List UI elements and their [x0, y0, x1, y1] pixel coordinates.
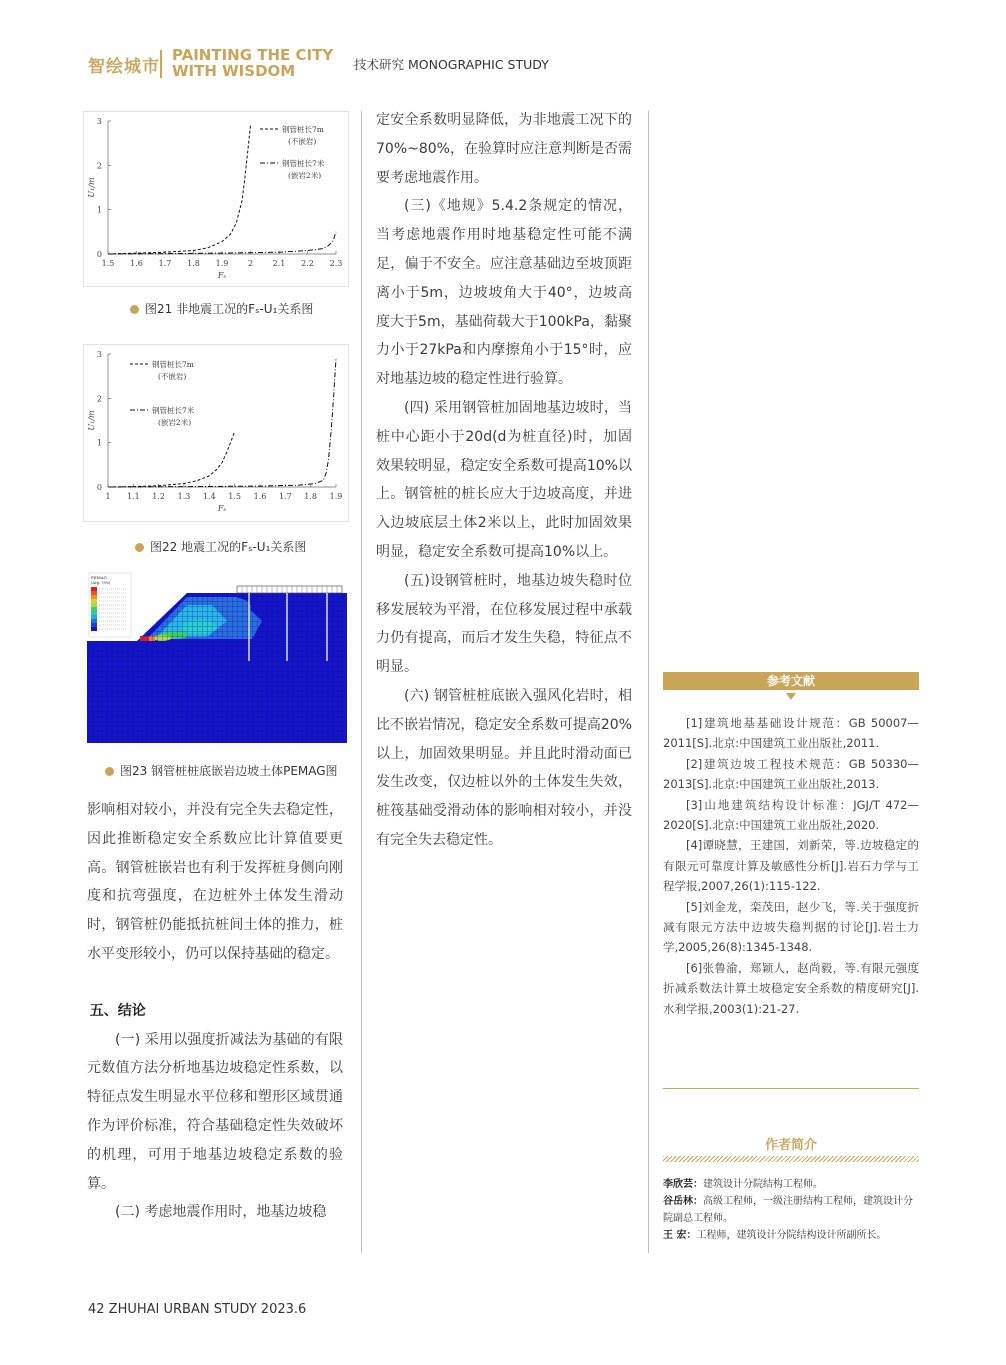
figure-23-pemag [87, 571, 347, 743]
references-list [663, 713, 919, 1019]
reference-item: [3]山地建筑结构设计标准：JGJ/T 472—2020[S].北京:中国建筑工业出版社,2020. [663, 797, 919, 833]
column-divider [648, 111, 649, 1253]
x-tick-label: 1.6 [253, 492, 267, 501]
paragraph: (四) 采用钢管桩加固地基边坡时，当桩中心距小于20d(d为桩直径)时，加固效果较明显，稳定安全系数可提高10%以上。钢管桩的桩长应大于边坡高度，并进入边坡底层土体2米以上，此时加固效果明显，稳定安全系数可提高10%以上。 [376, 399, 632, 560]
figure-22-caption [135, 538, 306, 555]
page-footer: 42 ZHUHAI URBAN STUDY 2023.6 [88, 1302, 307, 1317]
x-tick-label: 1.1 [126, 492, 140, 501]
author-desc: 工程师，建筑设计分院结构设计所副所长。 [696, 1230, 887, 1241]
author-name: 王 宏： [663, 1230, 697, 1241]
reference-item: [4]谭晓慧，王建国，刘新荣，等.边坡稳定的有限元可靠度计算及敏感性分析[J].岩石力学与工程学报,2007,26(1):115-122. [663, 838, 919, 894]
bullet-icon [135, 543, 144, 552]
x-tick-label: 2.2 [301, 259, 314, 268]
x-axis-label: Fₛ [217, 271, 227, 280]
y-tick-label: 1 [96, 205, 102, 215]
figure-21-chart [83, 111, 349, 287]
paragraph: 定安全系数明显降低，为非地震工况下的70%~80%，在验算时应注意判断是否需要考虑地震作用。 [376, 112, 632, 186]
paragraph: 影响相对较小，并没有完全失去稳定性，因此推断稳定安全系数应比计算值要更高。钢管桩嵌岩也有利于发挥桩身侧向刚度和抗弯强度，在边桩外土体发生滑动时，钢管桩仍能抵抗桩间土体的推力，桩水平变形较小，仍可以保持基础的稳定。 [87, 802, 343, 962]
legend-label-sub: (不嵌岩) [158, 372, 187, 381]
x-tick-label: 1.9 [215, 259, 229, 268]
y-tick-label: 2 [96, 394, 102, 404]
paragraph: (六) 钢管桩桩底嵌入强风化岩时，相比不嵌岩情况，稳定安全系数可提高20%以上，加固效果明显。并且此时滑动面已发生改变，仅边桩以外的土体发生失效，桩筏基础受滑动体的影响相对较小，并没有完全失去稳定性。 [376, 687, 632, 848]
reference-item: [6]张鲁渝，郑颖人，赵尚毅，等.有限元强度折减系数法计算土坡稳定安全系数的精度研究[J].水利学报,2003(1):21-27. [663, 960, 919, 1016]
author-name: 李欣芸： [663, 1179, 703, 1190]
caption-text: 图22 地震工况的Fₛ-U₁关系图 [150, 540, 307, 554]
x-tick-label: 1.2 [152, 492, 166, 501]
y-tick-label: 0 [96, 250, 102, 259]
x-tick-label: 1.5 [228, 492, 242, 501]
legend-label: 钢管桩长7米 [282, 159, 325, 168]
caption-text: 图21 非地震工况的Fₛ-U₁关系图 [145, 302, 314, 316]
bullet-icon [105, 767, 114, 776]
paragraph: (三)《地规》5.4.2条规定的情况，当考虑地震作用时地基稳定性可能不满足，偏于不安全。应注意基础边至坡顶距离小于5m，边坡坡角大于40°，边坡高度大于5m，基础荷载大于100kPa，黏聚力小于27kPa和内摩擦角小于15°时，应对地基边坡的稳定性进行验算。 [376, 198, 632, 388]
legend-label: 钢管桩长7米 [152, 406, 195, 415]
chart-22-svg [84, 345, 348, 521]
figure-23-caption [105, 762, 338, 779]
section-heading: 五、结论 [89, 1002, 146, 1019]
x-tick-label: 2 [247, 259, 254, 268]
paragraph: (一) 采用以强度折减法为基础的有限元数值方法分析地基边坡稳定性系数，以特征点发生明显水平位移和塑形区域贯通作为评价标准，符合基础稳定性失效破坏的机理，可用于地基边坡稳定系数的验算。 [87, 1031, 343, 1192]
caption-text: 图23 钢管桩桩底嵌岩边坡土体PEMAG图 [120, 764, 338, 778]
logo-divider [160, 50, 162, 78]
legend-label: 钢管桩长7m [152, 360, 194, 369]
legend-label: 钢管桩长7m [282, 125, 324, 134]
figure-21-caption [130, 300, 313, 317]
arrow-down-icon [786, 693, 796, 700]
author-entry [663, 1227, 919, 1244]
paragraph: (五)设钢管桩时，地基边坡失稳时位移发展较为平滑，在位移发展过程中承载力仍有提高，而后才发生失稳，特征点不明显。 [376, 572, 632, 676]
x-tick-label: 1.8 [187, 259, 200, 268]
x-tick-label: 1.8 [304, 492, 318, 501]
series-line-1 [108, 125, 251, 254]
x-tick-label: 1.7 [278, 492, 292, 501]
references-bottom-rule [663, 1088, 919, 1089]
x-axis-label: Fₛ [217, 504, 227, 513]
x-tick-label: 1.7 [158, 259, 172, 268]
logo-english-line1: PAINTING THE CITY [172, 46, 334, 64]
y-tick-label: 1 [96, 438, 102, 448]
x-tick-label: 1.9 [329, 492, 343, 501]
author-entry [663, 1193, 919, 1227]
pemag-title: PEMAG [91, 575, 107, 580]
author-name: 谷岳林： [663, 1196, 703, 1207]
x-tick-label: 2.1 [272, 259, 286, 268]
pemag-subtitle: (Avg: 75%) [91, 581, 111, 585]
chart-21-svg [84, 112, 348, 286]
y-tick-label: 3 [96, 117, 102, 126]
y-tick-label: 3 [96, 350, 102, 359]
author-desc: 建筑设计分院结构工程师。 [703, 1179, 823, 1190]
author-entry [663, 1176, 919, 1193]
logo-english-line2: WITH WISDOM [172, 62, 296, 80]
y-axis-label: U₁/m [87, 410, 96, 431]
pemag-contour-image [87, 571, 347, 743]
x-tick-label: 2.3 [329, 259, 343, 268]
legend-label-sub: (嵌岩2米) [288, 171, 322, 180]
y-axis-label: U₁/m [87, 177, 96, 198]
column-divider [361, 111, 362, 1253]
series-line-1 [108, 432, 235, 487]
references-heading: 参考文献 [663, 672, 919, 690]
x-tick-label: 1.4 [202, 492, 216, 501]
paragraph: (二) 考虑地震作用时，地基边坡稳 [115, 1204, 327, 1221]
x-tick-label: 1.5 [101, 259, 115, 268]
figure-22-chart [83, 344, 349, 522]
y-tick-label: 0 [96, 483, 102, 492]
authors-heading: 作者简介 [764, 1138, 817, 1153]
y-tick-label: 2 [96, 161, 102, 171]
reference-item: [5]刘金龙，栾茂田，赵少飞，等.关于强度折减有限元方法中边坡失稳判据的讨论[J].岩土力学,2005,26(8):1345-1348. [663, 899, 919, 955]
x-tick-label: 1.3 [177, 492, 191, 501]
reference-item: [1]建筑地基基础设计规范：GB 50007—2011[S].北京:中国建筑工业出版社,2011. [663, 716, 919, 751]
author-desc: 高级工程师，一级注册结构工程师，建筑设计分院副总工程师。 [663, 1196, 913, 1224]
logo-chinese: 智绘城市 [88, 57, 160, 77]
series-line-2 [108, 358, 336, 487]
series-line-2 [108, 232, 336, 254]
middle-column-text [376, 106, 632, 855]
x-tick-label: 1 [105, 492, 111, 501]
authors-list [663, 1176, 919, 1244]
left-column-text [87, 796, 343, 1227]
legend-label-sub: (嵌岩2米) [158, 418, 192, 427]
bullet-icon [130, 305, 139, 314]
legend-label-sub: (不嵌岩) [288, 137, 317, 146]
logo-english [172, 47, 333, 79]
x-tick-label: 1.6 [130, 259, 143, 268]
decorative-stripe [663, 1156, 919, 1162]
reference-item: [2]建筑边坡工程技术规范：GB 50330—2013[S].北京:中国建筑工业出版社,2013. [663, 756, 919, 792]
section-title: 技术研究 MONOGRAPHIC STUDY [354, 57, 549, 72]
